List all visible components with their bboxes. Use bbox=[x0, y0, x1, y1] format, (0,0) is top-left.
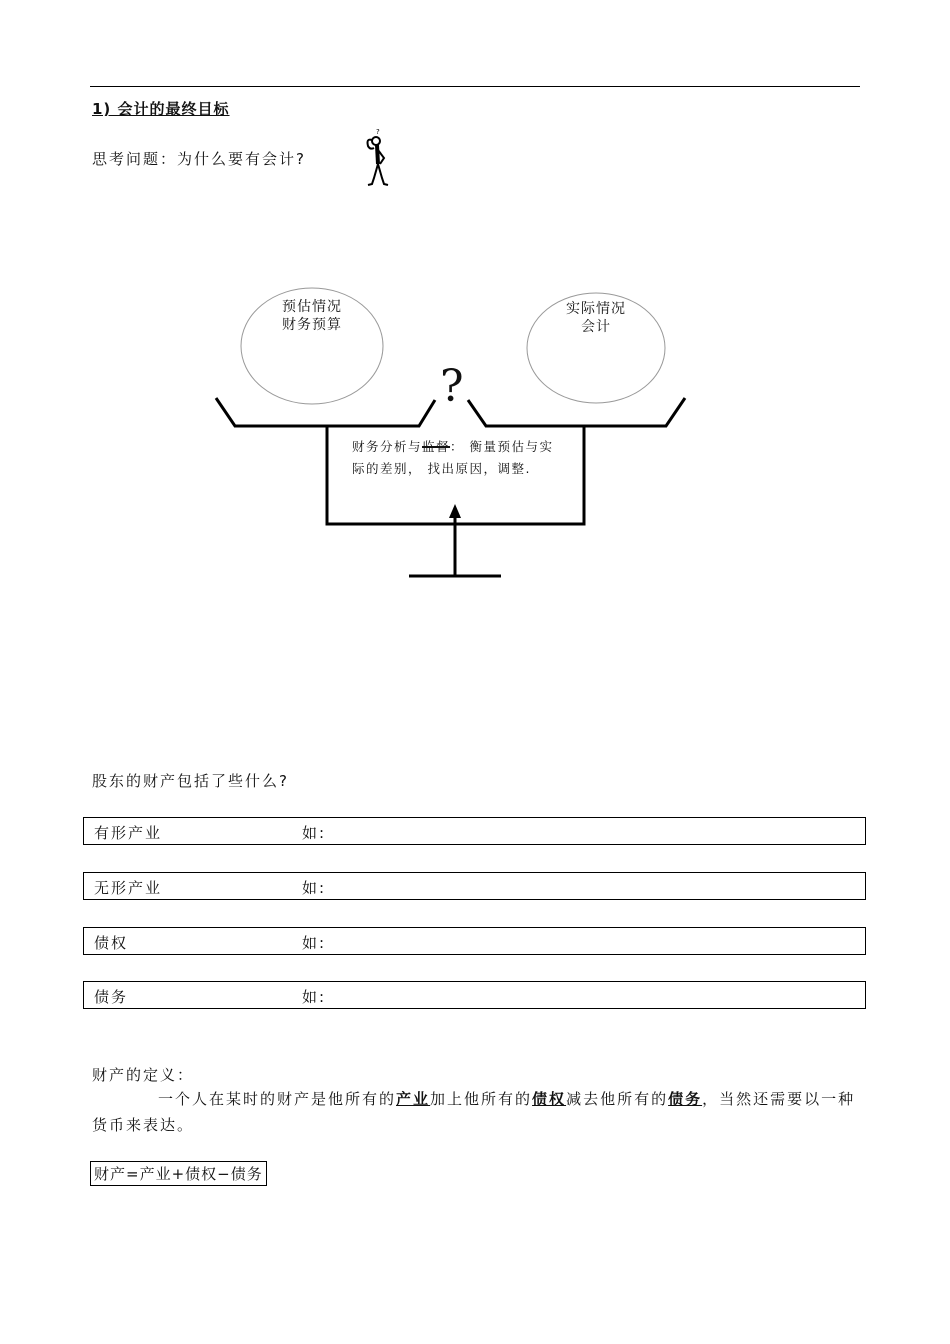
actual-label: 实际情况 会计 bbox=[566, 301, 626, 335]
left-scale-pan bbox=[216, 398, 435, 426]
asset-formula: 财产=产业+债权−债务 bbox=[90, 1161, 267, 1186]
question-mark: ? bbox=[440, 361, 464, 412]
top-rule bbox=[90, 86, 860, 87]
thinking-person-icon bbox=[362, 128, 394, 188]
stand-arrowhead bbox=[449, 504, 461, 518]
svg-text:?: ? bbox=[376, 128, 380, 136]
asset-row-tangible: 有形产业 如: bbox=[83, 817, 866, 845]
definition-text: 一个人在某时的财产是他所有的产业加上他所有的债权减去他所有的债务，当然还需要以一种货币来表达。 bbox=[92, 1090, 856, 1134]
asset-row-claims: 债权 如: bbox=[83, 927, 866, 955]
asset-row-debts: 债务 如: bbox=[83, 981, 866, 1009]
right-scale-pan bbox=[468, 398, 685, 426]
estimate-label: 预估情况 财务预算 bbox=[282, 299, 342, 333]
definition-title: 财产的定义： bbox=[92, 1066, 195, 1084]
question-assets: 股东的财产包括了些什么? bbox=[92, 772, 289, 790]
section-heading: 1) 会计的最终目标 bbox=[92, 100, 230, 118]
balance-diagram bbox=[200, 280, 720, 590]
asset-row-intangible: 无形产业 如: bbox=[83, 872, 866, 900]
analysis-description: 财务分析与监督： 衡量预估与实际的差别， 找出原因，调整. bbox=[352, 439, 554, 476]
question-why-accounting: 思考问题：为什么要有会计? bbox=[92, 150, 306, 168]
